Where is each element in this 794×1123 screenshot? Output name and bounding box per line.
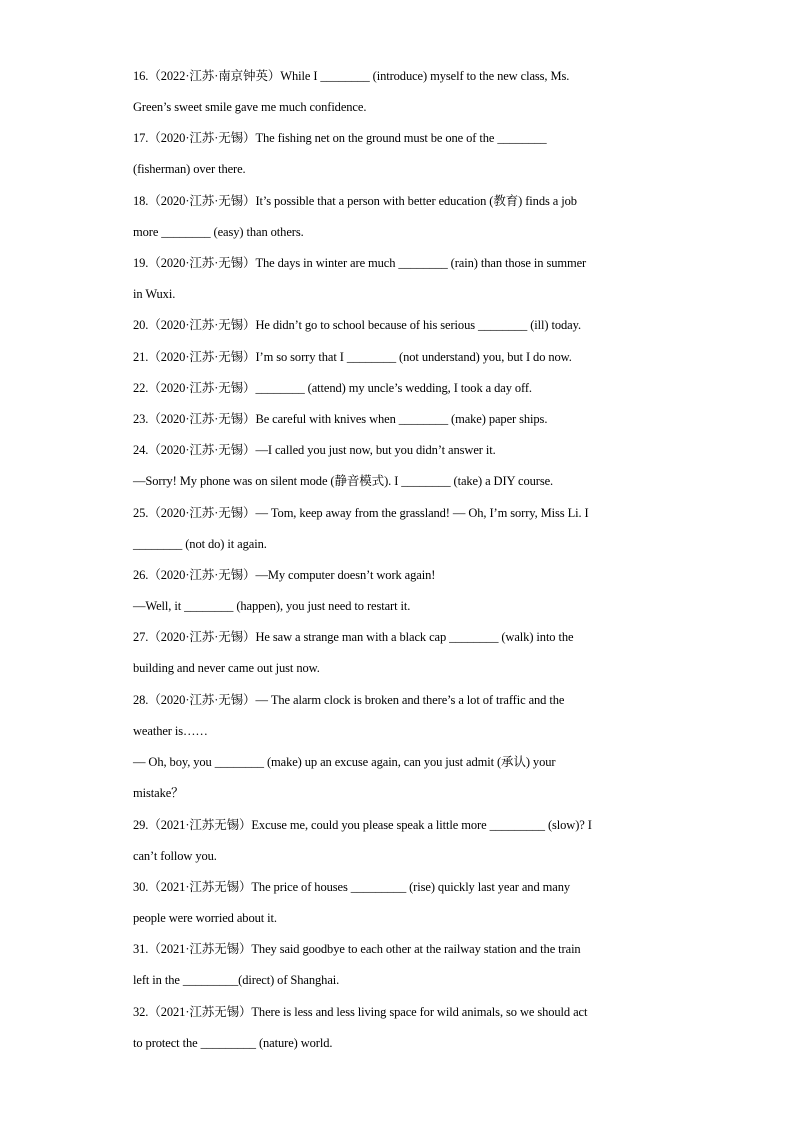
text-line-q19-b: in Wuxi. (133, 287, 176, 301)
text-line-q20: 20.（2020·江苏·无锡）He didn’t go to school because of his serious ________ (ill) today. (133, 318, 581, 332)
text-line-q29-a: 29.（2021·江苏无锡）Excuse me, could you please speak a little more _________ (slow)? I (133, 818, 592, 832)
text-line-q16-b: Green’s sweet smile gave me much confidence. (133, 100, 367, 114)
text-line-q27-b: building and never came out just now. (133, 661, 320, 675)
text-line-q31-a: 31.（2021·江苏无锡）They said goodbye to each other at the railway station and the train (133, 942, 581, 956)
text-line-q18-b: more ________ (easy) than others. (133, 225, 304, 239)
text-line-q24-a: 24.（2020·江苏·无锡）—I called you just now, but you didn’t answer it. (133, 443, 496, 457)
text-line-q30-b: people were worried about it. (133, 911, 277, 925)
text-line-q18-a: 18.（2020·江苏·无锡）It’s possible that a person with better education (教育) finds a job (133, 194, 577, 208)
text-line-q25-a: 25.（2020·江苏·无锡）— Tom, keep away from the grassland! — Oh, I’m sorry, Miss Li. I (133, 506, 589, 520)
text-line-q26-a: 26.（2020·江苏·无锡）—My computer doesn’t work again! (133, 568, 436, 582)
text-line-q27-a: 27.（2020·江苏·无锡）He saw a strange man with a black cap ________ (walk) into the (133, 630, 574, 644)
text-line-q29-b: can’t follow you. (133, 849, 217, 863)
text-line-q28-c: — Oh, boy, you ________ (make) up an excuse again, can you just admit (承认) your (133, 755, 556, 769)
text-line-q24-b: —Sorry! My phone was on silent mode (静音模式). I ________ (take) a DIY course. (133, 474, 554, 488)
text-line-q21: 21.（2020·江苏·无锡）I’m so sorry that I ________ (not understand) you, but I do now. (133, 350, 572, 364)
text-line-q22: 22.（2020·江苏·无锡）________ (attend) my uncle’s wedding, I took a day off. (133, 381, 532, 395)
text-line-q19-a: 19.（2020·江苏·无锡）The days in winter are much ________ (rain) than those in summer (133, 256, 587, 270)
text-line-q28-d: mistake？ (133, 786, 184, 800)
text-line-q17-b: (fisherman) over there. (133, 162, 246, 176)
text-line-q17-a: 17.（2020·江苏·无锡）The fishing net on the ground must be one of the ________ (133, 131, 547, 145)
text-line-q16-a: 16.（2022·江苏·南京钟英）While I ________ (introduce) myself to the new class, Ms. (133, 69, 570, 83)
text-line-q28-b: weather is…… (133, 724, 208, 738)
text-line-q32-b: to protect the _________ (nature) world. (133, 1036, 333, 1050)
text-line-q31-b: left in the _________(direct) of Shanghai. (133, 973, 340, 987)
text-line-q25-b: ________ (not do) it again. (133, 537, 267, 551)
text-line-q28-a: 28.（2020·江苏·无锡）— The alarm clock is broken and there’s a lot of traffic and the (133, 693, 565, 707)
text-line-q32-a: 32.（2021·江苏无锡）There is less and less living space for wild animals, so we should act (133, 1005, 588, 1019)
text-line-q30-a: 30.（2021·江苏无锡）The price of houses _________ (rise) quickly last year and many (133, 880, 570, 894)
text-line-q23: 23.（2020·江苏·无锡）Be careful with knives when ________ (make) paper ships. (133, 412, 548, 426)
text-line-q26-b: —Well, it ________ (happen), you just need to restart it. (133, 599, 411, 613)
